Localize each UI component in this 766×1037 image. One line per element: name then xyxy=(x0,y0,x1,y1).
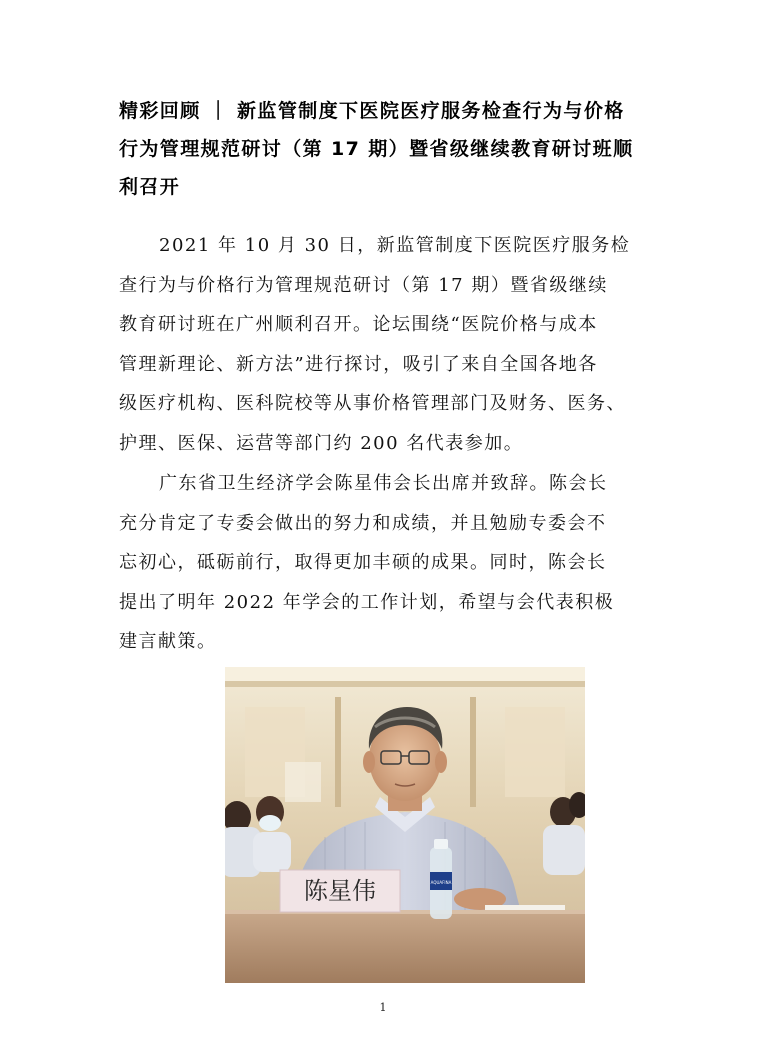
paragraph-1 xyxy=(119,226,659,463)
paragraph-line: 查行为与价格行为管理规范研讨（第 17 期）暨省级继续 xyxy=(119,274,608,296)
paragraph-line: 教育研讨班在广州顺利召开。论坛围绕“医院价格与成本 xyxy=(119,314,598,335)
bottle-label: AQUAFINA xyxy=(430,880,452,885)
paragraph-line: 提出了明年 2022 年学会的工作计划，希望与会代表积极 xyxy=(119,591,615,613)
title-line: 精彩回顾 ｜ 新监管制度下医院医疗服务检查行为与价格 xyxy=(119,100,625,122)
title-line: 行为管理规范研讨（第 17 期）暨省级继续教育研讨班顺 xyxy=(119,138,634,160)
paragraph-line: 管理新理论、新方法”进行探讨，吸引了来自全国各地各 xyxy=(119,353,598,375)
paragraph-line: 广东省卫生经济学会陈星伟会长出席并致辞。陈会长 xyxy=(159,473,608,494)
article-title xyxy=(119,92,659,206)
speaker-photo xyxy=(225,667,585,983)
paragraph-2 xyxy=(119,464,659,662)
title-line: 利召开 xyxy=(119,176,181,198)
page-number: 1 xyxy=(379,1001,387,1014)
paragraph-line: 充分肯定了专委会做出的努力和成绩，并且勉励专委会不 xyxy=(119,512,607,534)
paragraph-line: 忘初心，砥砺前行，取得更加丰硕的成果。同时，陈会长 xyxy=(119,552,607,573)
nameplate-text: 陈星伟 xyxy=(304,877,376,905)
paragraph-line: 建言献策。 xyxy=(119,631,217,652)
paragraph-line: 级医疗机构、医科院校等从事价格管理部门及财务、医务、 xyxy=(119,393,626,414)
paragraph-line: 2021 年 10 月 30 日，新监管制度下医院医疗服务检 xyxy=(159,235,631,256)
paragraph-line: 护理、医保、运营等部门约 200 名代表参加。 xyxy=(119,432,524,454)
